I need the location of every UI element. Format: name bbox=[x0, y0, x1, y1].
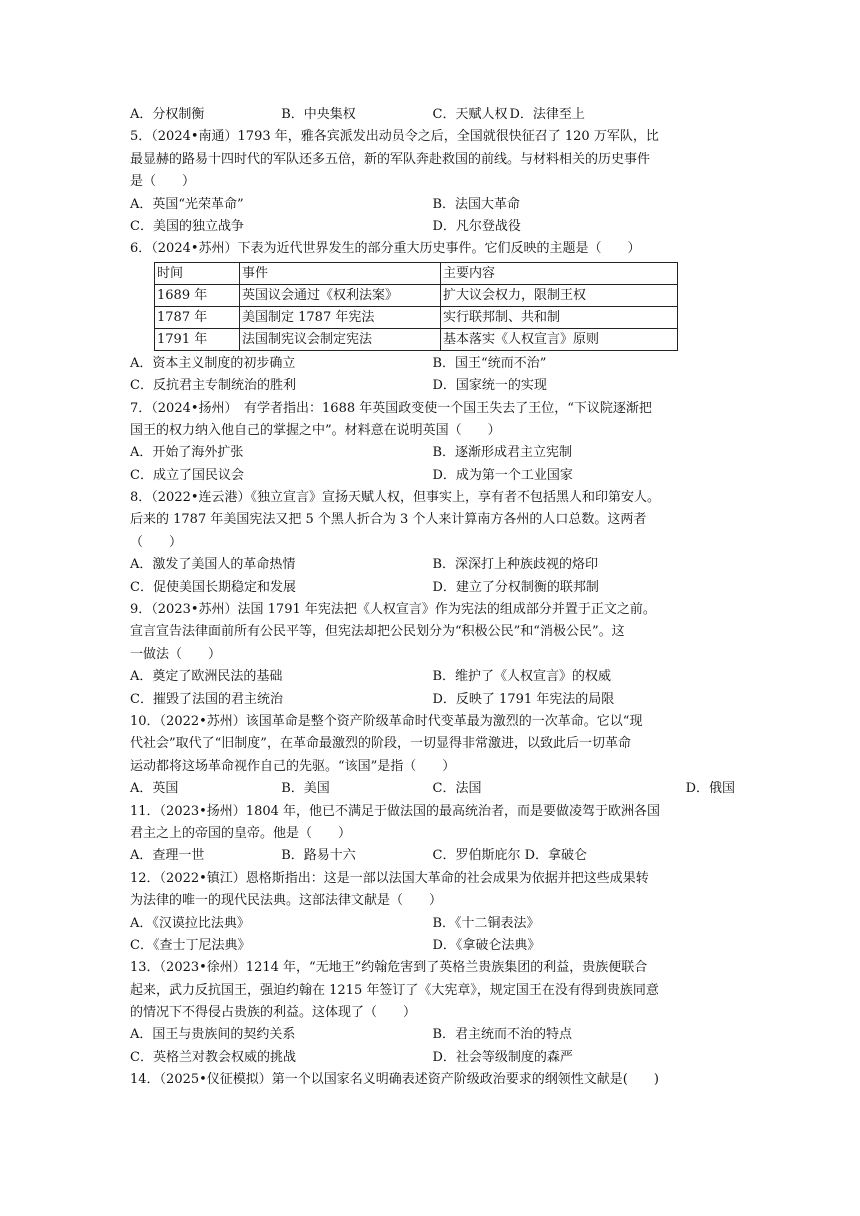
q8-line-1: 8．（2022•连云港）《独立宣言》宣扬天赋人权，但事实上，享有者不包括黑人和印第安人。 bbox=[130, 490, 661, 506]
q5-line-2: 最显赫的路易十四时代的军队还多五倍，新的军队奔赴救国的前线。与材料相关的历史事件 bbox=[130, 151, 651, 167]
q9-option-c[interactable]: C．摧毁了法国的君主统治 bbox=[130, 691, 283, 707]
q10-line-1: 10．（2022•苏州）该国革命是整个资产阶级革命时代变革最为激烈的一次革命。它以“现 bbox=[130, 713, 643, 729]
q11-option-b[interactable]: B．路易十六 bbox=[281, 848, 356, 864]
q13-line-2: 起来，武力反抗国王，强迫约翰在 1215 年签订了《大宪章》，规定国王在没有得到贵族同意 bbox=[130, 982, 659, 998]
table-header-cell: 时间 bbox=[155, 262, 240, 284]
q6-option-d[interactable]: D．国家统一的实现 bbox=[432, 378, 547, 394]
q7-option-c[interactable]: C．成立了国民议会 bbox=[130, 467, 244, 483]
q4-option-d[interactable]: D．法律至上 bbox=[509, 107, 585, 122]
q5-line-3: 是（ ） bbox=[130, 174, 196, 190]
q6-option-a[interactable]: A．资本主义制度的初步确立 bbox=[130, 355, 296, 371]
q11-line-1: 11．（2023•扬州）1804 年，他已不满足于做法国的最高统治者，而是要做凌驾于欧洲各国 bbox=[130, 803, 661, 819]
question-7 bbox=[130, 398, 735, 488]
q13-option-a[interactable]: A．国王与贵族间的契约关系 bbox=[130, 1027, 296, 1043]
q5-option-a[interactable]: A．英国“光荣革命” bbox=[130, 196, 244, 212]
table-cell: 实行联邦制、共和制 bbox=[441, 306, 678, 328]
q10-option-a[interactable]: A．英国 bbox=[130, 781, 179, 797]
q5-line-1: 5．（2024•南通）1793 年，雅各宾派发出动员令之后，全国就很快征召了 120 万军队，比 bbox=[130, 129, 659, 145]
q4-option-b[interactable]: B．中央集权 bbox=[281, 107, 356, 122]
question-14 bbox=[130, 1069, 735, 1091]
q12-option-d[interactable]: D．《拿破仑法典》 bbox=[432, 937, 541, 953]
q8-option-d[interactable]: D．建立了分权制衡的联邦制 bbox=[432, 579, 599, 595]
q12-line-2: 为法律的唯一的现代民法典。这部法律文献是（ ） bbox=[130, 893, 443, 909]
table-cell: 英国议会通过《权利法案》 bbox=[240, 284, 441, 306]
q4-option-c[interactable]: C．天赋人权 bbox=[432, 107, 508, 122]
q5-option-b[interactable]: B．法国大革命 bbox=[432, 196, 521, 212]
q13-option-b[interactable]: B．君主统而不治的特点 bbox=[432, 1027, 573, 1043]
table-cell: 扩大议会权力，限制王权 bbox=[441, 284, 678, 306]
question-11 bbox=[130, 801, 735, 868]
q6-line-1: 6．（2024•苏州）下表为近代世界发生的部分重大历史事件。它们反映的主题是（ ） bbox=[130, 241, 641, 257]
q13-line-3: 的情况下不得侵占贵族的利益。这体现了（ ） bbox=[130, 1005, 417, 1021]
table-header-cell: 主要内容 bbox=[441, 262, 678, 284]
table-row bbox=[155, 306, 678, 328]
q9-option-d[interactable]: D．反映了 1791 年宪法的局限 bbox=[432, 691, 615, 707]
q8-line-2: 后来的 1787 年美国宪法又把 5 个黑人折合为 3 个人来计算南方各州的人口总数。这两者 bbox=[130, 512, 647, 528]
question-6 bbox=[130, 238, 735, 397]
table-row bbox=[155, 328, 678, 350]
q10-option-d[interactable]: D．俄国 bbox=[685, 781, 735, 797]
table-cell: 法国制宪议会制定宪法 bbox=[240, 328, 441, 350]
q8-option-a[interactable]: A．激发了美国人的革命热情 bbox=[130, 557, 296, 573]
table-header-row bbox=[155, 262, 678, 284]
question-13 bbox=[130, 957, 735, 1069]
table-cell: 1689 年 bbox=[155, 284, 240, 306]
q5-option-d[interactable]: D．凡尔登战役 bbox=[432, 218, 521, 234]
q12-option-b[interactable]: B．《十二铜表法》 bbox=[432, 915, 540, 931]
q8-line-3: （ ） bbox=[130, 534, 183, 550]
q7-line-2: 国王的权力纳入他自己的掌握之中”。材料意在说明英国（ ） bbox=[130, 422, 501, 438]
q8-option-b[interactable]: B．深深打上种族歧视的烙印 bbox=[432, 557, 599, 573]
table-cell: 1787 年 bbox=[155, 306, 240, 328]
q7-line-1: 7．（2024•扬州） 有学者指出：1688 年英国政变使一个国王失去了王位，“下议院逐渐把 bbox=[130, 400, 652, 416]
question-5 bbox=[130, 126, 735, 238]
q11-line-2: 君主之上的帝国的皇帝。他是（ ） bbox=[130, 825, 352, 841]
table-cell: 美国制定 1787 年宪法 bbox=[240, 306, 441, 328]
q6-option-c[interactable]: C．反抗君主专制统治的胜利 bbox=[130, 378, 296, 394]
q13-option-d[interactable]: D．社会等级制度的森严 bbox=[432, 1049, 573, 1065]
q4-options bbox=[130, 104, 735, 126]
q14-line-1: 14．（2025•仪征模拟）第一个以国家名义明确表述资产阶级政治要求的纲领性文献是( ) bbox=[130, 1072, 659, 1088]
q4-option-a[interactable]: A．分权制衡 bbox=[130, 107, 205, 122]
q6-events-table bbox=[154, 262, 678, 351]
q10-option-c[interactable]: C．法国 bbox=[432, 781, 482, 797]
q7-option-d[interactable]: D．成为第一个工业国家 bbox=[432, 467, 573, 483]
q9-option-a[interactable]: A．奠定了欧洲民法的基础 bbox=[130, 669, 283, 685]
q13-line-1: 13．（2023•徐州）1214 年，“无地王”约翰危害到了英格兰贵族集团的利益，贵族便联合 bbox=[130, 960, 648, 976]
q12-option-c[interactable]: C．《查士丁尼法典》 bbox=[130, 937, 251, 953]
q13-option-c[interactable]: C．英格兰对教会权威的挑战 bbox=[130, 1049, 296, 1065]
table-header-cell: 事件 bbox=[240, 262, 441, 284]
q11-option-c-d[interactable]: C．罗伯斯庇尔 D．拿破仑 bbox=[432, 848, 588, 864]
q7-option-b[interactable]: B．逐渐形成君主立宪制 bbox=[432, 445, 573, 461]
question-8 bbox=[130, 487, 735, 599]
q9-option-b[interactable]: B．维护了《人权宣言》的权威 bbox=[432, 669, 612, 685]
question-12 bbox=[130, 868, 735, 958]
question-9 bbox=[130, 599, 735, 711]
q10-option-b[interactable]: B．美国 bbox=[281, 781, 330, 797]
table-cell: 基本落实《人权宣言》原则 bbox=[441, 328, 678, 350]
q12-option-a[interactable]: A．《汉谟拉比法典》 bbox=[130, 915, 250, 931]
exam-page bbox=[130, 104, 735, 1092]
table-row bbox=[155, 284, 678, 306]
table-cell: 1791 年 bbox=[155, 328, 240, 350]
q12-line-1: 12．（2022•镇江）恩格斯指出：这是一部以法国大革命的社会成果为依据并把这些成果转 bbox=[130, 870, 649, 886]
q9-line-3: 一做法（ ） bbox=[130, 646, 222, 662]
q10-line-3: 运动都将这场革命视作自己的先驱。“该国”是指（ ） bbox=[130, 758, 456, 774]
q10-line-2: 代社会”取代了“旧制度”，在革命最激烈的阶段，一切显得非常激进，以致此后一切革命 bbox=[130, 736, 631, 752]
q8-option-c[interactable]: C．促使美国长期稳定和发展 bbox=[130, 579, 296, 595]
q11-option-a[interactable]: A．查理一世 bbox=[130, 848, 205, 864]
q9-line-2: 宣言宣告法律面前所有公民平等，但宪法却把公民划分为“积极公民”和“消极公民”。这 bbox=[130, 624, 625, 640]
q7-option-a[interactable]: A．开始了海外扩张 bbox=[130, 445, 244, 461]
question-10 bbox=[130, 711, 735, 801]
q6-option-b[interactable]: B．国王“统而不治” bbox=[432, 355, 547, 371]
q5-option-c[interactable]: C．美国的独立战争 bbox=[130, 218, 244, 234]
q9-line-1: 9．（2023•苏州）法国 1791 年宪法把《人权宣言》作为宪法的组成部分并置于正文之前。 bbox=[130, 602, 656, 618]
